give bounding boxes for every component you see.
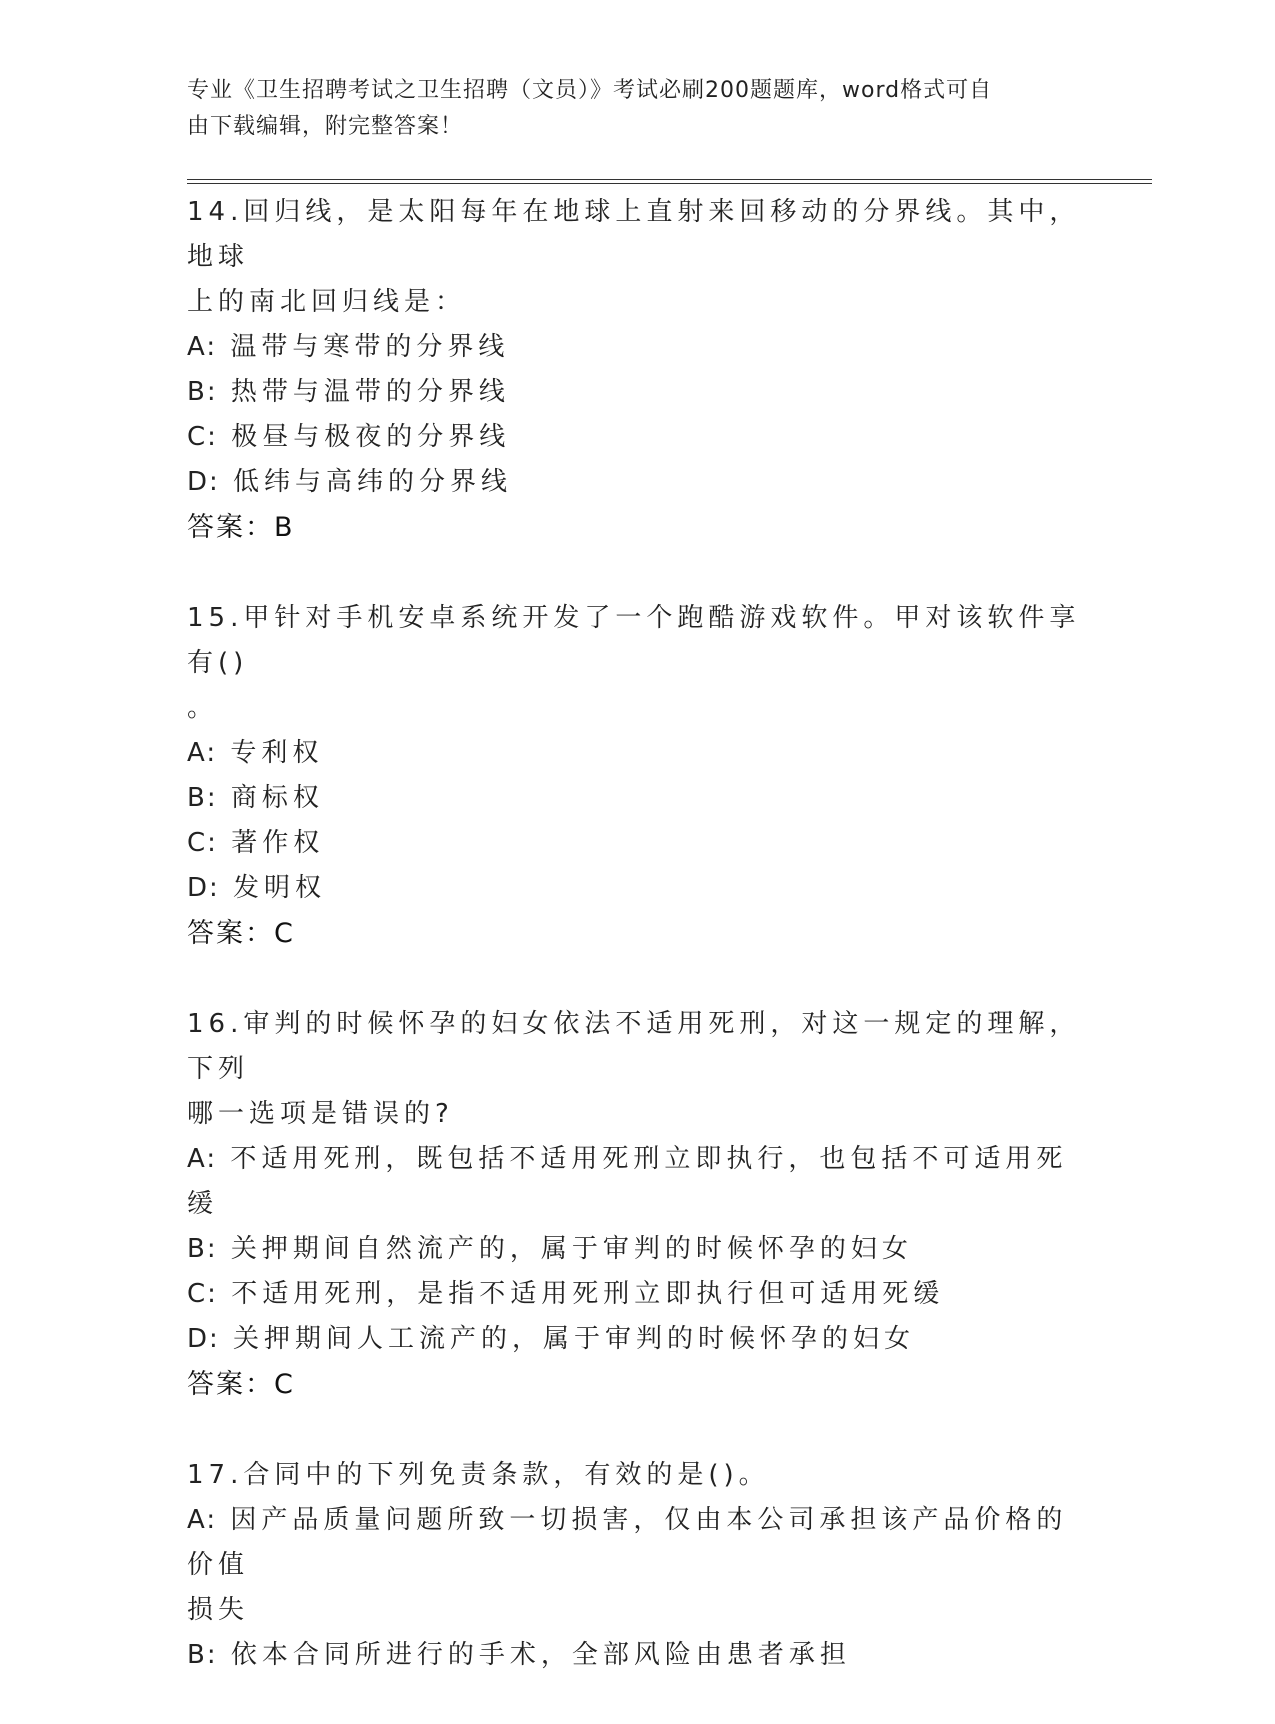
question-14 bbox=[187, 190, 1087, 550]
answer-label: 答案：C bbox=[187, 918, 295, 949]
option-c bbox=[187, 1272, 1087, 1317]
question-stem-line: 16.审判的时候怀孕的妇女依法不适用死刑，对这一规定的理解，下列 bbox=[187, 1009, 1081, 1084]
option-text: 极昼与极夜的分界线 bbox=[231, 422, 511, 452]
option-c bbox=[187, 821, 1087, 866]
option-key: D: bbox=[187, 873, 220, 903]
option-text: 温带与寒带的分界线 bbox=[230, 332, 510, 362]
question-stem-line: 15.甲针对手机安卓系统开发了一个跑酷游戏软件。甲对该软件享有() bbox=[187, 603, 1081, 678]
question-17 bbox=[187, 1453, 1087, 1678]
question-15 bbox=[187, 596, 1087, 956]
option-d bbox=[187, 866, 1087, 911]
option-c bbox=[187, 415, 1087, 460]
option-key: C: bbox=[187, 1279, 218, 1309]
option-text: 因产品质量问题所致一切损害，仅由本公司承担该产品价格的价值 bbox=[187, 1505, 1068, 1580]
option-key: A: bbox=[187, 1144, 218, 1174]
question-stem-line: 17.合同中的下列免责条款，有效的是()。 bbox=[187, 1460, 770, 1490]
header-line-2: 由下载编辑，附完整答案！ bbox=[187, 114, 464, 139]
header-divider-bottom bbox=[187, 183, 1152, 184]
question-stem-line: 哪一选项是错误的? bbox=[187, 1099, 454, 1129]
option-key: D: bbox=[187, 1324, 220, 1354]
option-key: B: bbox=[187, 1640, 218, 1670]
option-d bbox=[187, 1317, 1087, 1362]
option-a bbox=[187, 731, 1087, 776]
option-text: 关押期间自然流产的，属于审判的时候怀孕的妇女 bbox=[230, 1234, 913, 1264]
option-key: A: bbox=[187, 738, 218, 768]
option-b bbox=[187, 1227, 1087, 1272]
option-key: B: bbox=[187, 377, 218, 407]
option-b bbox=[187, 370, 1087, 415]
option-text: 低纬与高纬的分界线 bbox=[233, 467, 513, 497]
option-text: 热带与温带的分界线 bbox=[230, 377, 510, 407]
question-stem-line: 14.回归线，是太阳每年在地球上直射来回移动的分界线。其中，地球 bbox=[187, 197, 1081, 272]
question-16 bbox=[187, 1002, 1087, 1407]
option-a-continued: 损失 bbox=[187, 1595, 250, 1625]
option-a bbox=[187, 1137, 1087, 1227]
option-key: A: bbox=[187, 1505, 218, 1535]
question-list bbox=[187, 190, 1087, 1724]
option-b bbox=[187, 776, 1087, 821]
question-stem-line: 。 bbox=[187, 693, 219, 723]
option-d bbox=[187, 460, 1087, 505]
option-a bbox=[187, 1498, 1087, 1588]
option-text: 发明权 bbox=[233, 873, 327, 903]
question-stem-line: 上的南北回归线是： bbox=[187, 287, 467, 317]
option-b bbox=[187, 1633, 1087, 1678]
option-key: C: bbox=[187, 828, 218, 858]
option-key: B: bbox=[187, 783, 218, 813]
answer-label: 答案：B bbox=[187, 512, 295, 543]
option-text: 不适用死刑，是指不适用死刑立即执行但可适用死缓 bbox=[231, 1279, 945, 1309]
option-key: B: bbox=[187, 1234, 218, 1264]
option-text: 商标权 bbox=[230, 783, 324, 813]
document-header bbox=[187, 73, 1067, 145]
option-text: 依本合同所进行的手术，全部风险由患者承担 bbox=[230, 1640, 851, 1670]
option-text: 专利权 bbox=[230, 738, 324, 768]
option-key: D: bbox=[187, 467, 220, 497]
option-text: 不适用死刑，既包括不适用死刑立即执行，也包括不可适用死缓 bbox=[187, 1144, 1068, 1219]
option-key: C: bbox=[187, 422, 218, 452]
option-text: 关押期间人工流产的，属于审判的时候怀孕的妇女 bbox=[233, 1324, 916, 1354]
option-key: A: bbox=[187, 332, 218, 362]
option-text: 著作权 bbox=[231, 828, 325, 858]
header-line-1: 专业《卫生招聘考试之卫生招聘（文员）》考试必刷200题题库，word格式可自 bbox=[187, 78, 993, 103]
answer-label: 答案：C bbox=[187, 1369, 295, 1400]
header-divider-top bbox=[187, 179, 1152, 180]
option-a bbox=[187, 325, 1087, 370]
